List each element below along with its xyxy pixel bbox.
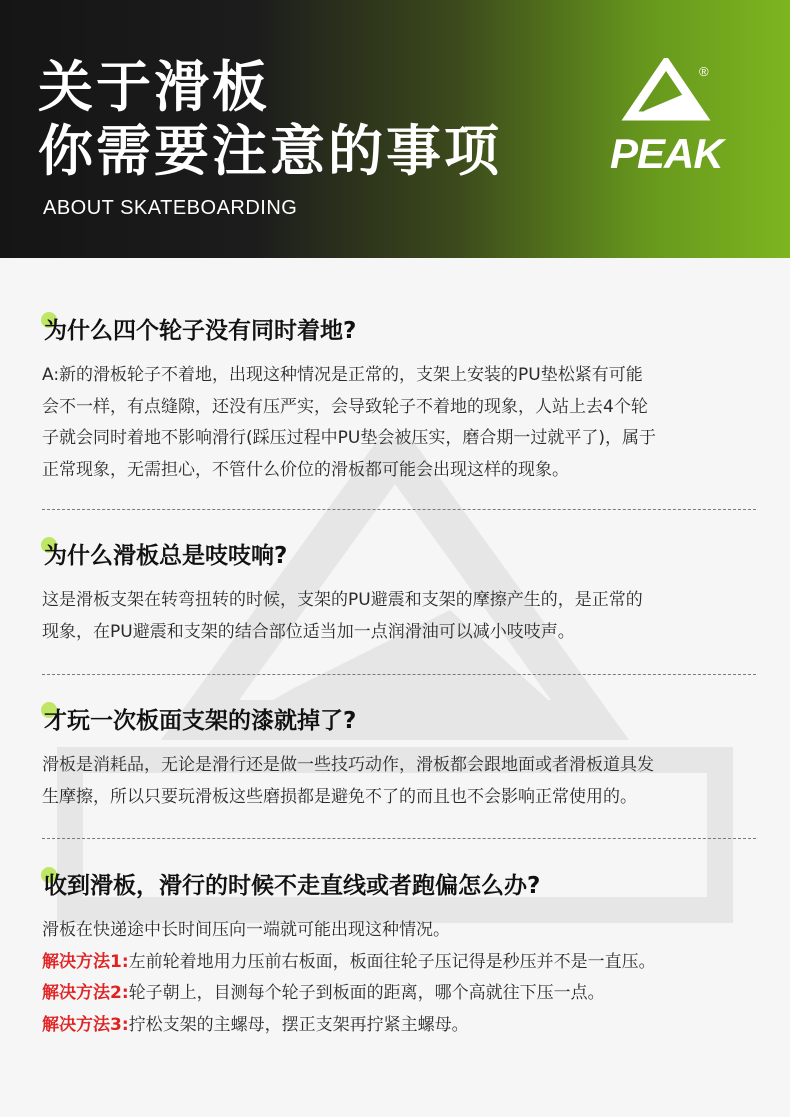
question-text: 才玩一次板面支架的漆就掉了? (44, 708, 357, 734)
section-divider (42, 674, 756, 675)
answer-line: 子就会同时着地不影响滑行(踩压过程中PU垫会被压实，磨合期一过就平了)，属于 (42, 428, 656, 448)
faq-answer (42, 360, 756, 486)
answer-intro: 滑板在快递途中长时间压向一端就可能出现这种情况。 (42, 920, 450, 940)
page-title-line-1: 关于滑板 (38, 55, 271, 119)
registered-mark: ® (699, 64, 709, 79)
answer-line: 正常现象，无需担心，不管什么价位的滑板都可能会出现这样的现象。 (42, 459, 569, 480)
answer-line: 现象，在PU避震和支架的结合部位适当加一点润滑油可以减小吱吱声。 (42, 621, 575, 642)
section-divider (42, 838, 756, 839)
method-label: 解决方法2: (42, 983, 129, 1003)
faq-question (42, 871, 756, 901)
faq-answer (42, 750, 756, 813)
method-label: 解决方法1: (42, 951, 129, 972)
question-text: 为什么四个轮子没有同时着地? (44, 318, 357, 344)
page-subtitle: ABOUT SKATEBOARDING (43, 197, 298, 219)
faq-section-2 (42, 541, 756, 648)
method-text: 左前轮着地用力压前右板面，板面往轮子压记得是秒压并不是一直压。 (128, 951, 656, 972)
answer-line: 生摩擦，所以只要玩滑板这些磨损都是避免不了的而且也不会影响正常使用的。 (42, 786, 637, 807)
peak-logo (606, 58, 746, 178)
logo-wordmark: PEAK (610, 130, 723, 177)
faq-question (42, 541, 756, 571)
solution-method-2 (42, 978, 756, 1010)
faq-question (42, 706, 756, 736)
page-title-line-2: 你需要注意的事项 (38, 119, 503, 183)
faq-section-3 (42, 706, 756, 813)
faq-answer (42, 585, 756, 648)
faq-answer (42, 915, 756, 1041)
question-text: 收到滑板，滑行的时候不走直线或者跑偏怎么办? (44, 873, 541, 899)
answer-line: A:新的滑板轮子不着地，出现这种情况是正常的，支架上安装的PU垫松紧有可能 (42, 365, 643, 385)
header-banner (0, 0, 790, 258)
question-text: 为什么滑板总是吱吱响? (44, 543, 288, 569)
answer-line: 会不一样，有点缝隙，还没有压严实，会导致轮子不着地的现象，人站上去4个轮 (42, 396, 648, 417)
answer-line: 这是滑板支架在转弯扭转的时候，支架的PU避震和支架的摩擦产生的，是正常的 (42, 590, 643, 610)
faq-section-1 (42, 316, 756, 486)
faq-question (42, 316, 756, 346)
solution-method-3 (42, 1010, 756, 1042)
section-divider (42, 509, 756, 510)
solution-method-1 (42, 947, 756, 979)
answer-line: 滑板是消耗品，无论是滑行还是做一些技巧动作，滑板都会跟地面或者滑板道具发 (42, 755, 654, 775)
method-text: 拧松支架的主螺母，摆正支架再拧紧主螺母。 (128, 1014, 469, 1035)
method-text: 轮子朝上，目测每个轮子到板面的距离，哪个高就往下压一点。 (128, 983, 605, 1003)
method-label: 解决方法3: (42, 1014, 129, 1035)
faq-section-4 (42, 871, 756, 1041)
